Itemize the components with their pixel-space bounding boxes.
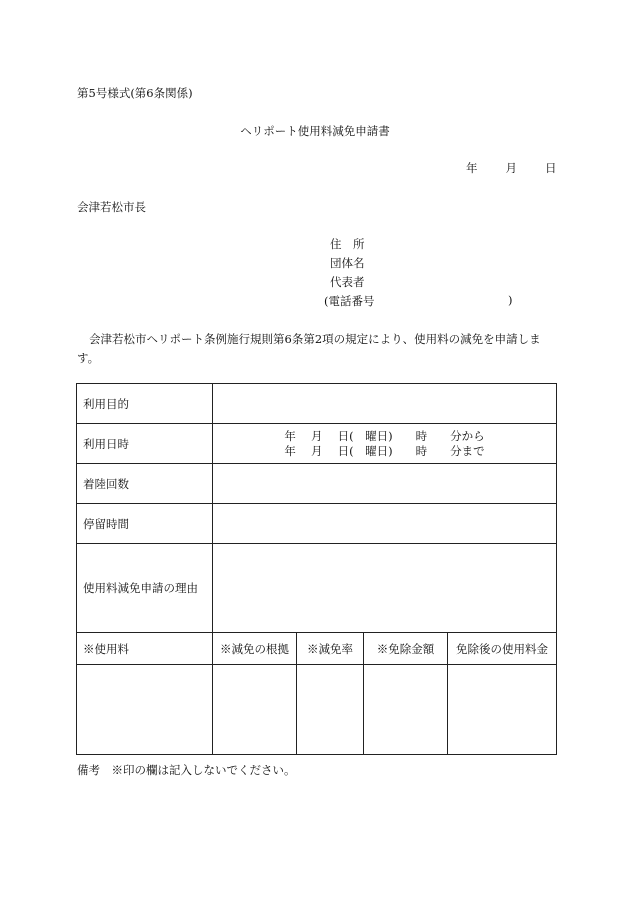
landings-row [77, 464, 557, 504]
form-reference: 第5号様式(第6条関係) [77, 86, 193, 100]
fee-header-exempt-amount: ※免除金額 [364, 633, 448, 665]
landings-field[interactable] [213, 464, 557, 504]
fee-value-row [77, 665, 557, 755]
purpose-row [77, 384, 557, 424]
fee-header-usage-fee: ※使用料 [77, 633, 213, 665]
datetime-row [77, 424, 557, 464]
fee-after-cell[interactable] [448, 665, 557, 755]
fee-header-basis: ※減免の根拠 [213, 633, 297, 665]
fee-header-rate: ※減免率 [297, 633, 364, 665]
fee-rate-cell[interactable] [297, 665, 364, 755]
document-title: ヘリポート使用料減免申請書 [240, 124, 390, 138]
date-year-label: 年 [466, 161, 478, 175]
fee-header-fee-after: 免除後の使用料金 [448, 633, 557, 665]
datetime-field[interactable] [213, 424, 557, 464]
landings-label: 着陸回数 [77, 464, 213, 504]
applicant-rep-label: 代表者 [330, 275, 365, 289]
purpose-field[interactable] [213, 384, 557, 424]
date-month-label: 月 [505, 161, 517, 175]
datetime-label: 利用日時 [77, 424, 213, 464]
application-table [76, 383, 557, 755]
application-date [466, 160, 557, 176]
datetime-from: 年 月 日( 曜日) 時 分から [284, 428, 485, 443]
applicant-org-label: 団体名 [330, 256, 365, 270]
applicant-phone-label: (電話番号 [324, 294, 375, 308]
stay-label: 停留時間 [77, 504, 213, 544]
reason-row [77, 544, 557, 633]
request-statement: 会津若松市ヘリポート条例施行規則第6条第2項の規定により、使用料の減免を申請します。 [77, 332, 541, 365]
addressee: 会津若松市長 [77, 200, 146, 214]
reason-label: 使用料減免申請の理由 [77, 544, 213, 633]
fee-header-row [77, 633, 557, 665]
fee-exempt-amount-cell[interactable] [364, 665, 448, 755]
applicant-address-label: 住 所 [330, 237, 365, 251]
stay-field[interactable] [213, 504, 557, 544]
reason-field[interactable] [213, 544, 557, 633]
remarks-note: 備考 ※印の欄は記入しないでください。 [77, 763, 296, 777]
stay-row [77, 504, 557, 544]
applicant-phone-close: ) [508, 293, 513, 307]
datetime-to: 年 月 日( 曜日) 時 分まで [284, 443, 485, 458]
purpose-label: 利用目的 [77, 384, 213, 424]
fee-usage-fee-cell[interactable] [77, 665, 213, 755]
date-day-label: 日 [545, 161, 557, 175]
fee-basis-cell[interactable] [213, 665, 297, 755]
